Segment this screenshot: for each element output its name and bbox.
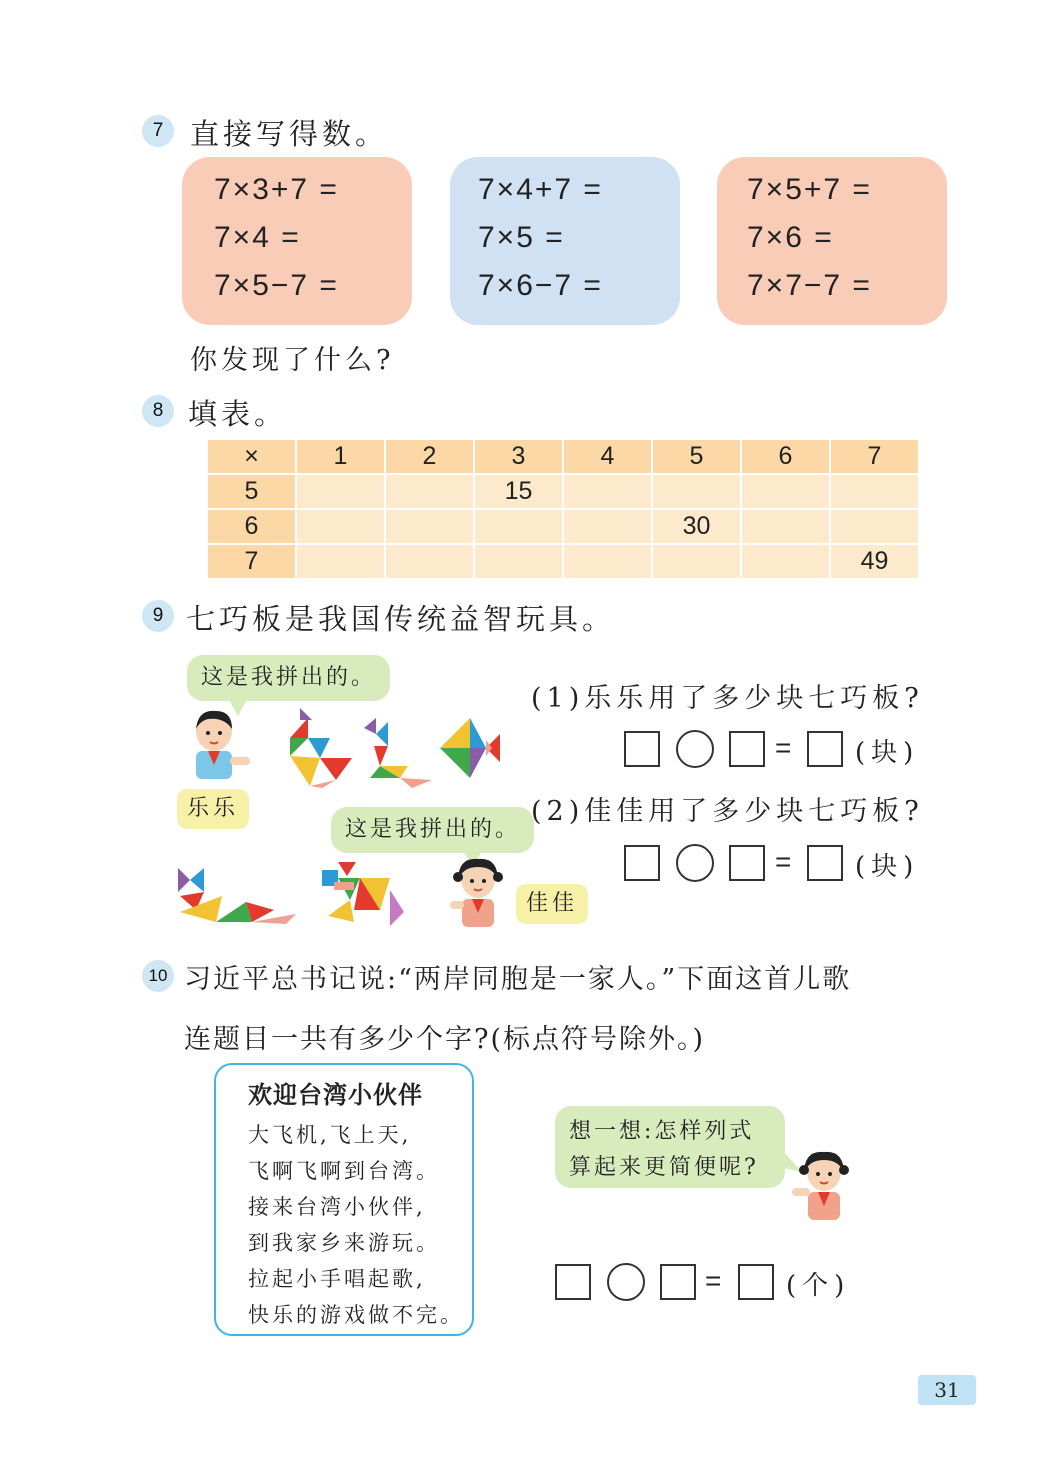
tangram-figure-5 — [320, 860, 406, 928]
page-number: 31 — [918, 1375, 976, 1405]
equation: 7×5+7 = — [747, 173, 872, 206]
equation-card-2 — [450, 157, 680, 325]
unit-label: (块) — [855, 852, 920, 882]
answer-box[interactable] — [624, 731, 660, 767]
operator-circle[interactable] — [676, 844, 714, 882]
question-7-text: 直接写得数。 — [190, 117, 389, 151]
table-header-cell: 2 — [385, 439, 474, 474]
table-cell[interactable] — [563, 544, 652, 579]
table-cell[interactable] — [385, 474, 474, 509]
answer-box[interactable] — [555, 1264, 591, 1300]
table-cell[interactable] — [652, 544, 741, 579]
table-cell[interactable] — [385, 544, 474, 579]
boy-character-icon — [184, 705, 254, 781]
table-row — [207, 509, 919, 544]
equation: 7×6 = — [747, 221, 834, 254]
poem-line: 快乐的游戏做不完。 — [248, 1303, 464, 1327]
table-cell[interactable] — [563, 474, 652, 509]
poem-line: 大飞机,飞上天, — [248, 1123, 412, 1147]
equals-sign: = — [775, 846, 792, 877]
question-number-10: 10 — [142, 960, 174, 992]
table-cell[interactable] — [296, 544, 385, 579]
table-cell[interactable] — [652, 474, 741, 509]
table-cell[interactable] — [563, 509, 652, 544]
speech-bubble-lele: 这是我拼出的。 — [187, 655, 390, 701]
table-row — [207, 544, 919, 579]
question-9-text: 七巧板是我国传统益智玩具。 — [186, 602, 616, 636]
table-row — [207, 474, 919, 509]
equation: 7×6−7 = — [478, 269, 603, 302]
equation: 7×5−7 = — [214, 269, 339, 302]
row-header-cell: 7 — [207, 544, 296, 579]
table-cell[interactable] — [741, 544, 830, 579]
answer-box[interactable] — [738, 1264, 774, 1300]
equation: 7×4+7 = — [478, 173, 603, 206]
question-number-8: 8 — [142, 395, 174, 427]
name-label-lele: 乐乐 — [177, 789, 249, 829]
table-cell[interactable] — [474, 544, 563, 579]
question-number-7: 7 — [142, 115, 174, 147]
table-cell[interactable] — [296, 474, 385, 509]
tangram-figure-4 — [176, 866, 300, 926]
table-header-cell: 4 — [563, 439, 652, 474]
equation: 7×7−7 = — [747, 269, 872, 302]
equation: 7×3+7 = — [214, 173, 339, 206]
question-9-part-2: (2)佳佳用了多少块七巧板? — [531, 796, 924, 827]
table-header-row — [207, 439, 919, 474]
table-cell[interactable] — [474, 509, 563, 544]
table-cell[interactable] — [741, 474, 830, 509]
poem-line: 到我家乡来游玩。 — [248, 1231, 440, 1255]
poem-box — [214, 1063, 474, 1336]
name-label-jiajia: 佳佳 — [516, 884, 588, 924]
answer-box[interactable] — [660, 1264, 696, 1300]
answer-box[interactable] — [807, 731, 843, 767]
question-9-part-1: (1)乐乐用了多少块七巧板? — [531, 683, 924, 714]
hint-line: 想一想:怎样列式 — [569, 1119, 755, 1144]
table-cell: 15 — [474, 474, 563, 509]
poem-line: 拉起小手唱起歌, — [248, 1267, 426, 1291]
poem-line: 接来台湾小伙伴, — [248, 1195, 426, 1219]
multiplication-table — [206, 438, 920, 580]
table-header-cell: 7 — [830, 439, 919, 474]
table-header-cell: 1 — [296, 439, 385, 474]
table-cell[interactable] — [830, 474, 919, 509]
equals-sign: = — [705, 1265, 722, 1296]
poem-line: 飞啊飞啊到台湾。 — [248, 1159, 440, 1183]
table-cell: 49 — [830, 544, 919, 579]
answer-box[interactable] — [807, 845, 843, 881]
answer-box[interactable] — [624, 845, 660, 881]
table-cell: 30 — [652, 509, 741, 544]
tangram-figure-2 — [360, 718, 435, 790]
equation: 7×4 = — [214, 221, 301, 254]
tangram-figure-3 — [440, 718, 502, 780]
row-header-cell: 5 — [207, 474, 296, 509]
table-header-cell: 3 — [474, 439, 563, 474]
table-header-cell: × — [207, 439, 296, 474]
equation-card-3 — [717, 157, 947, 325]
answer-box[interactable] — [729, 731, 765, 767]
table-header-cell: 5 — [652, 439, 741, 474]
table-cell[interactable] — [296, 509, 385, 544]
unit-label: (块) — [855, 738, 920, 768]
hint-bubble — [555, 1106, 785, 1188]
table-cell[interactable] — [385, 509, 474, 544]
table-cell[interactable] — [830, 509, 919, 544]
table-cell[interactable] — [741, 509, 830, 544]
girl-character-icon — [788, 1148, 854, 1220]
operator-circle[interactable] — [676, 730, 714, 768]
equation: 7×5 = — [478, 221, 565, 254]
row-header-cell: 6 — [207, 509, 296, 544]
hint-line: 算起来更简便呢? — [569, 1155, 759, 1180]
question-8-text: 填表。 — [188, 397, 288, 431]
poem-title: 欢迎台湾小伙伴 — [248, 1081, 423, 1109]
table-header-cell: 6 — [741, 439, 830, 474]
equation-card-1 — [182, 157, 412, 325]
speech-bubble-jiajia: 这是我拼出的。 — [331, 807, 534, 853]
equals-sign: = — [775, 732, 792, 763]
answer-box[interactable] — [729, 845, 765, 881]
question-7-prompt: 你发现了什么? — [190, 345, 395, 376]
unit-label: (个) — [786, 1271, 851, 1301]
girl-character-icon — [448, 855, 510, 927]
question-number-9: 9 — [142, 600, 174, 632]
operator-circle[interactable] — [607, 1263, 645, 1301]
question-10-line-1: 习近平总书记说:“两岸同胞是一家人。”下面这首儿歌 — [184, 964, 852, 995]
tangram-figure-1 — [280, 708, 355, 788]
question-10-line-2: 连题目一共有多少个字?(标点符号除外。) — [184, 1024, 706, 1055]
